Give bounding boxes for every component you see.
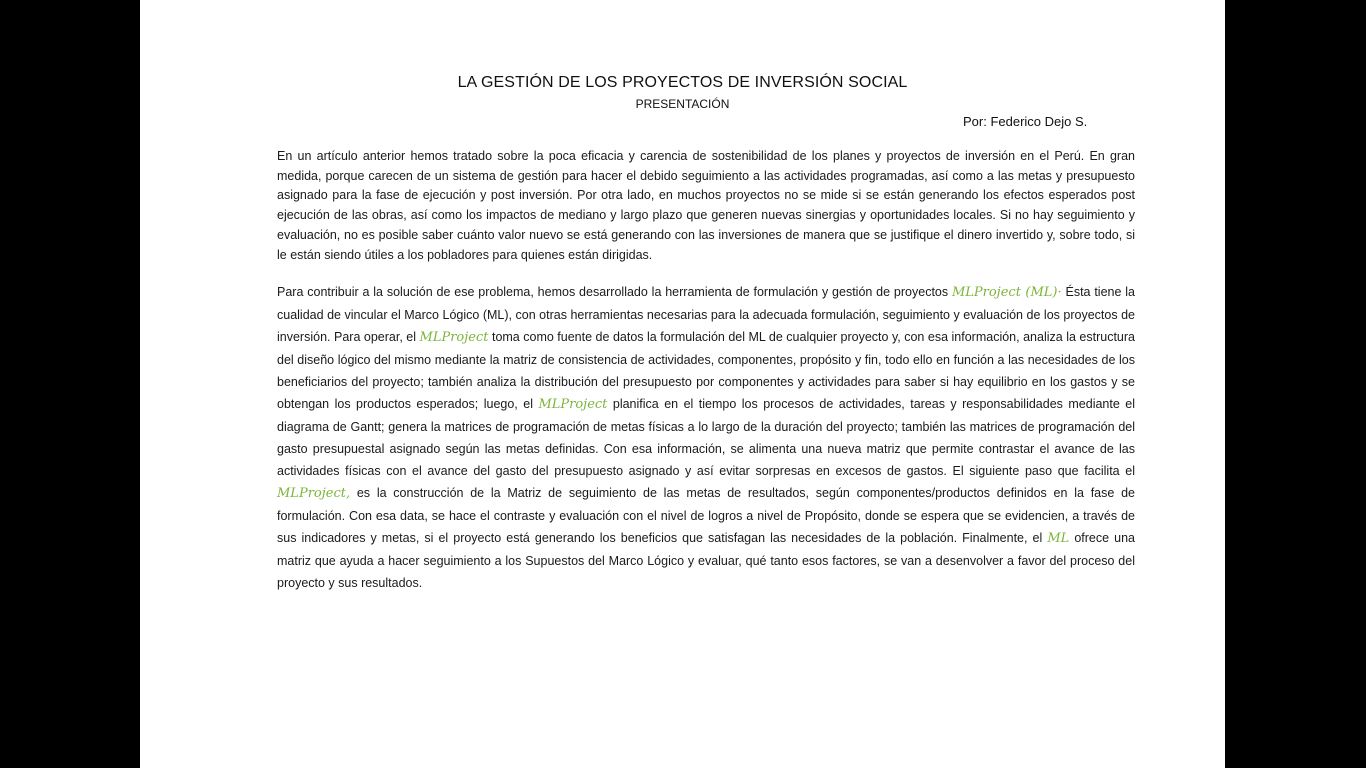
paragraph-text: ofrece una matriz que ayuda a hacer seguimiento a los Supuestos del Marco Lógico y evaluar, qué tanto esos factores, se van a desenvolver a favor del proceso del proyecto y sus resultados.: [277, 531, 1135, 590]
author-line: Por: Federico Dejo S.: [963, 114, 1088, 129]
ml-abbreviation: ML: [1047, 531, 1070, 546]
paragraph-text: es la construcción de la Matriz de seguimiento de las metas de resultados, según componentes/productos definidos en la fase de formulación. Con esa data, se hace el contraste y evaluación con el nivel de logros a nivel de Propósito, donde se espera que se evidencien, a través de sus indicadores y metas, si el proyecto está generando los beneficios que satisfagan las necesidades de la población. Finalmente, el: [277, 486, 1135, 545]
paragraph-intro: En un artículo anterior hemos tratado sobre la poca eficacia y carencia de sostenibilidad de los planes y proyectos de inversión en el Perú. En gran medida, porque carecen de un sistema de gestión para hacer el debido seguimiento a las actividades programadas, así como a las metas y presupuesto asignado para la fase de ejecución y post inversión. Por otra lado, en muchos proyectos no se mide si se están generando los efectos esperados post ejecución de las obras, así como los impactos de mediano y largo plazo que generen nuevas sinergias y oportunidades locales. Si no hay seguimiento y evaluación, no es posible saber cuánto valor nuevo se está generando con las inversiones de manera que se justifique el dinero invertido y, sobre todo, si le están siendo útiles a los pobladores para quienes están dirigidas.: [277, 149, 1135, 262]
mlproject-name: MLProject: [538, 397, 608, 412]
mlproject-name: MLProject: [419, 330, 489, 345]
paragraph-text: toma como fuente de datos la formulación del ML de cualquier proyecto y, con esa información, analiza la estructura del diseño lógico del mismo mediante la matriz de consistencia de actividades, componentes, propósito y fin, todo ello en función a las necesidades de los beneficiarios del proyecto; también analiza la distribución del presupuesto por componentes y actividades para saber si hay equilibrio en los gastos y se obtengan los productos esperados; luego, el: [277, 330, 1135, 411]
document-subtitle: PRESENTACIÓN: [635, 97, 730, 111]
paragraph-text: planifica en el tiempo los procesos de actividades, tareas y responsabilidades mediante el diagrama de Gantt; genera la matrices de programación de metas físicas a lo largo de la duración del proyecto; también las matrices de programación del gasto presupuestal asignado según las metas definidas. Con esa información, se alimenta una nueva matriz que permite contrastar el avance de las actividades físicas con el avance del gasto del presupuesto asignado y así evitar sorpresas en excesos de gastos. El siguiente paso que facilita el: [277, 397, 1135, 478]
mlproject-name: MLProject,: [277, 486, 351, 501]
paragraph-text: Para contribuir a la solución de ese problema, hemos desarrollado la herramienta de formulación y gestión de proyectos: [277, 285, 952, 299]
mlproject-name: MLProject (ML)·: [951, 285, 1062, 300]
paragraph-text: Ésta tiene la cualidad de vincular el Marco Lógico (ML), con otras herramientas necesarias para la adecuada formulación, seguimiento y evaluación de los proyectos de inversión. Para operar, el: [277, 285, 1135, 344]
document-page: [140, 0, 1225, 768]
paragraph-mlproject: [277, 281, 1135, 594]
document-title: LA GESTIÓN DE LOS PROYECTOS DE INVERSIÓN SOCIAL: [457, 74, 908, 91]
